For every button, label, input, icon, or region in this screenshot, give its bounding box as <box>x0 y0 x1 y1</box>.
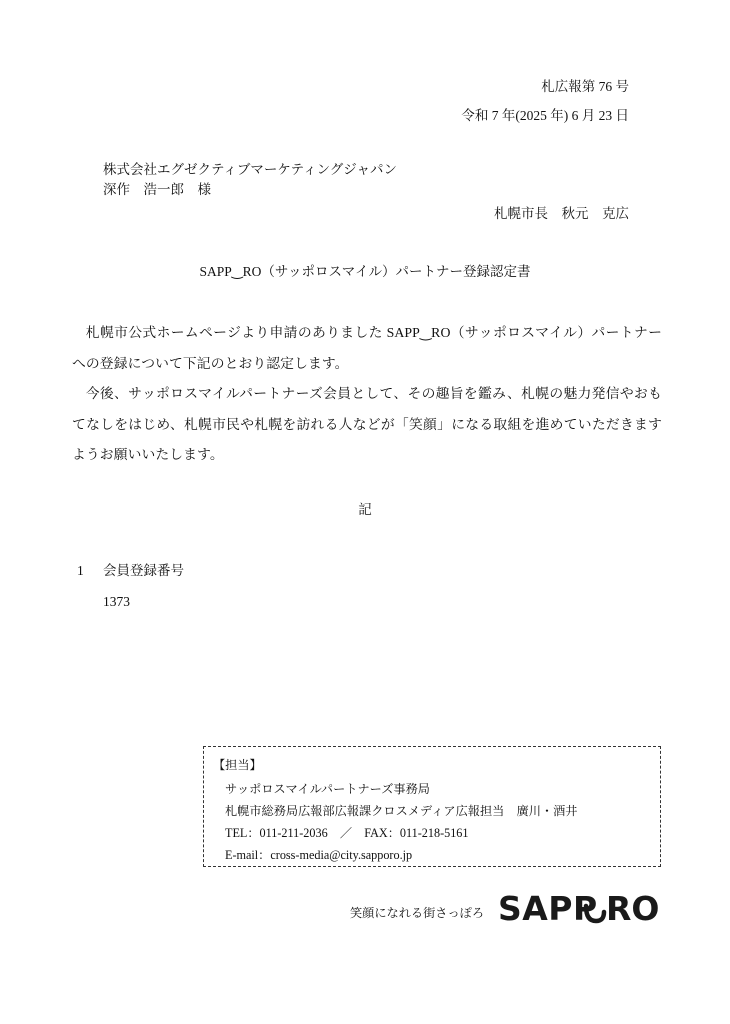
contact-department: 札幌市総務局広報部広報課クロスメディア広報担当 廣川・酒井 <box>225 804 578 818</box>
document-title: SAPP‿RO（サッポロスマイル）パートナー登録認定書 <box>199 264 531 279</box>
member-number: 1373 <box>103 594 130 609</box>
sender: 札幌市長 秋元 克広 <box>494 206 629 221</box>
sapporo-smile-logo <box>498 888 660 930</box>
document-number: 札広報第 76 号 <box>541 79 629 94</box>
item-label: 会員登録番号 <box>103 563 184 578</box>
body-text <box>72 318 662 471</box>
addressee-person: 深作 浩一郎 様 <box>103 182 211 197</box>
sapporo-logo-graphic <box>498 888 660 930</box>
svg-text:SAPP: SAPP <box>498 889 598 928</box>
contact-heading: 【担当】 <box>213 758 262 772</box>
contact-box <box>203 746 661 867</box>
body-paragraph-1: 札幌市公式ホームページより申請のありました SAPP‿RO（サッポロスマイル）パートナーへの登録について下記のとおり認定します。 <box>72 325 662 371</box>
contact-email: E-mail：cross-media@city.sapporo.jp <box>225 848 413 862</box>
contact-office: サッポロスマイルパートナーズ事務局 <box>225 782 430 796</box>
addressee-company: 株式会社エグゼクティブマーケティングジャパン <box>103 162 398 177</box>
contact-phone-fax: TEL：011-211-2036 ／ FAX：011-218-5161 <box>225 826 469 840</box>
item-number: 1 <box>77 563 84 578</box>
svg-text:RO: RO <box>606 889 660 928</box>
issue-date: 令和 7 年(2025 年) 6 月 23 日 <box>461 108 629 123</box>
footer-tagline: 笑顔になれる街さっぽろ <box>350 906 485 920</box>
ki-heading: 記 <box>358 502 372 517</box>
body-paragraph-2: 今後、サッポロスマイルパートナーズ会員として、その趣旨を鑑み、札幌の魅力発信やおもてなしをはじめ、札幌市民や札幌を訪れる人などが「笑顔」になる取組を進めていただきますようお願いいたします。 <box>72 386 662 462</box>
